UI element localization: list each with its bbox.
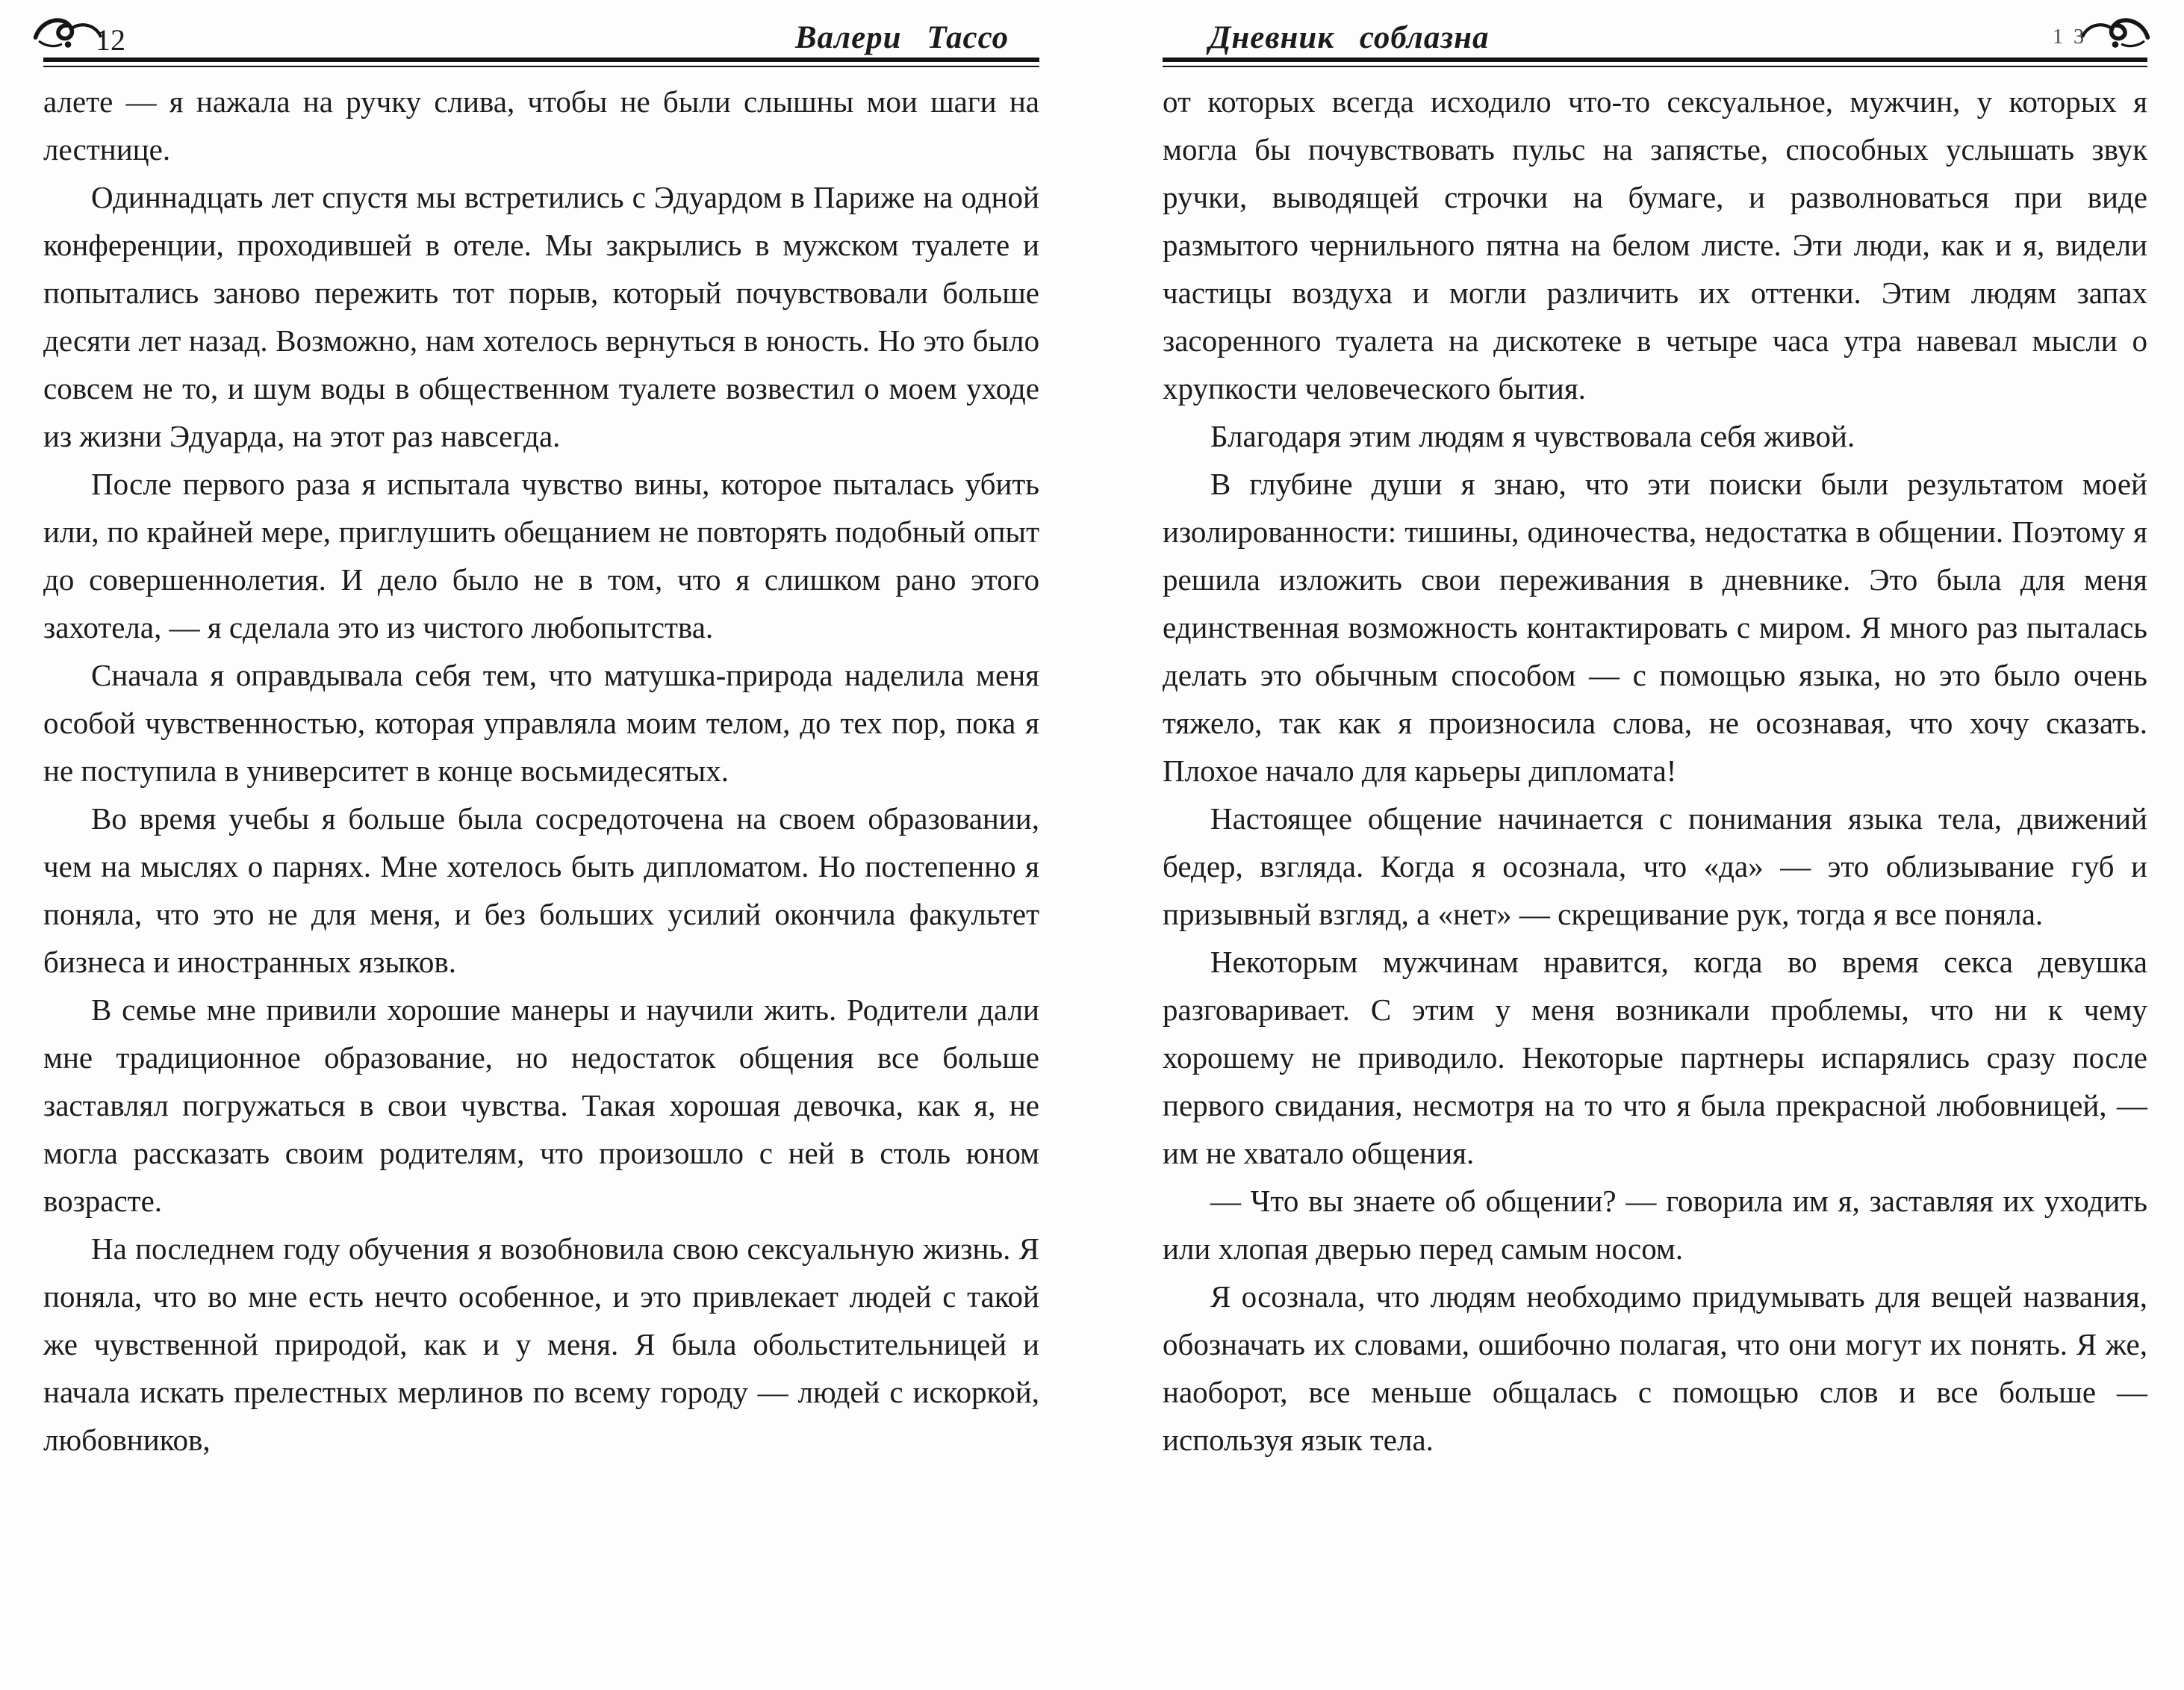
left-page-header bbox=[43, 0, 1039, 72]
paragraph: от которых всегда исходило что-то сексуальное, мужчин, у которых я могла бы почувствовать пульс на запястье, способных услышать звук ручки, выводящей строчки на бумаге, и разволноваться при виде размытого чернильного пятна на белом листе. Эти люди, как и я, видели частицы воздуха и могли различить их оттенки. Этим людям запах засоренного туалета на дискотеке в четыре часа утра навевал мысли о хрупкости человеческого бытия. bbox=[1163, 84, 2147, 406]
paragraph: Во время учебы я больше была сосредоточена на своем образовании, чем на мыслях о парнях. Мне хотелось быть дипломатом. Но постепенно я поняла, что это не для меня, и без больших усилий окончила факультет бизнеса и иностранных языков. bbox=[43, 801, 1039, 979]
paragraph: Настоящее общение начинается с понимания языка тела, движений бедер, взгляда. Когда я осознала, что «да» — это облизывание губ и призывный взгляд, а «нет» — скрещивание рук, тогда я все поняла. bbox=[1163, 801, 2147, 931]
paragraph: алете — я нажала на ручку слива, чтобы не были слышны мои шаги на лестнице. bbox=[43, 84, 1039, 167]
paragraph: В глубине души я знаю, что эти поиски были результатом моей изолированности: тишины, одиночества, недостатка в общении. Поэтому я решила изложить свои переживания в дневнике. Это была для меня единственная возможность контактировать с миром. Я много раз пыталась делать это обычным способом — с помощью языка, но это было очень тяжело, так как я произносила слова, не осознавая, что хочу сказать. Плохое начало для карьеры дипломата! bbox=[1163, 467, 2147, 788]
page-number: 12 bbox=[96, 23, 125, 57]
paragraph: После первого раза я испытала чувство вины, которое пыталась убить или, по крайней мере, приглушить обещанием не повторять подобный опыт до совершеннолетия. И дело было не в том, что я слишком рано этого захотела, — я сделала это из чистого любопытства. bbox=[43, 467, 1039, 644]
page-number: 13 bbox=[2053, 25, 2094, 49]
paragraph: Сначала я оправдывала себя тем, что матушка-природа наделила меня особой чувственностью, которая управляла моим телом, до тех пор, пока я не поступила в университет в конце восьмидесятых. bbox=[43, 658, 1039, 788]
paragraph: В семье мне привили хорошие манеры и научили жить. Родители дали мне традиционное образование, но недостаток общения все больше заставлял погружаться в свои чувства. Такая хорошая девочка, как я, не могла рассказать своим родителям, что произошло с ней в столь юном возрасте. bbox=[43, 992, 1039, 1218]
header-rule bbox=[43, 58, 1039, 67]
paragraph: Одиннадцать лет спустя мы встретились с Эдуардом в Париже на одной конференции, проходившей в отеле. Мы закрылись в мужском туалете и попытались заново пережить тот порыв, который почувствовали больше десяти лет назад. Возможно, нам хотелось вернуться в юность. Но это было совсем не то, и шум воды в общественном туалете возвестил о моем уходе из жизни Эдуарда, на этот раз навсегда. bbox=[43, 180, 1039, 453]
paragraph: Я осознала, что людям необходимо придумывать для вещей названия, обозначать их словами, ошибочно полагая, что они могут их понять. Я же, наоборот, все меньше общалась с помощью слов и все больше — используя язык тела. bbox=[1163, 1279, 2147, 1457]
header-rule bbox=[1163, 58, 2147, 67]
right-page-text bbox=[1163, 78, 2147, 1464]
paragraph: — Что вы знаете об общении? — говорила им я, заставляя их уходить или хлопая дверью перед самым носом. bbox=[1163, 1184, 2147, 1266]
right-page bbox=[1092, 0, 2183, 1690]
paragraph: Благодаря этим людям я чувствовала себя живой. bbox=[1210, 419, 1855, 453]
paragraph: На последнем году обучения я возобновила свою сексуальную жизнь. Я поняла, что во мне есть нечто особенное, и это привлекает людей с такой же чувственной природой, как и у меня. Я была обольстительницей и начала искать прелестных мерлинов по всему городу — людей с искоркой, любовников, bbox=[43, 1231, 1039, 1457]
running-title-author: Валери Тассо bbox=[794, 20, 1009, 55]
paragraph: Некоторым мужчинам нравится, когда во время секса девушка разговаривает. С этим у меня возникали проблемы, что ни к чему хорошему не приводило. Некоторые партнеры испарялись сразу после первого свидания, несмотря на то что я была прекрасной любовницей, — им не хватало общения. bbox=[1163, 945, 2147, 1170]
left-page-text bbox=[43, 78, 1039, 1464]
right-page-header bbox=[1163, 0, 2147, 72]
running-title-book: Дневник соблазна bbox=[1209, 20, 1490, 55]
flourish-ornament-icon bbox=[2076, 13, 2153, 57]
